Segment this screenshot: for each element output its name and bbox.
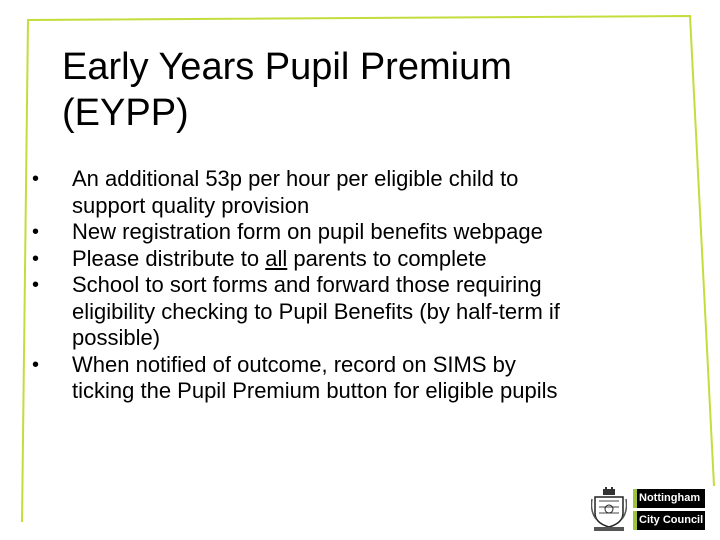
logo-accent — [633, 511, 637, 530]
bullet-icon: • — [32, 247, 40, 270]
nottingham-city-council-logo — [591, 487, 711, 532]
bullet-text: support quality provision — [72, 192, 310, 218]
slide-title — [62, 44, 662, 136]
council-wordmark — [633, 489, 705, 530]
bullet-text: An additional 53p per hour per eligible child to — [72, 166, 519, 191]
bullet-item-rate — [32, 166, 682, 219]
bullet-text: Please distribute to — [72, 245, 266, 271]
bullet-text: eligibility checking to Pupil Benefits (by half-term if — [72, 298, 560, 324]
bullet-text: School to sort forms and forward those requiring — [72, 272, 542, 297]
bullet-text: New registration form on pupil benefits webpage — [72, 219, 543, 244]
title-line-2: (EYPP) — [62, 92, 189, 134]
bullet-text: possible) — [72, 325, 161, 350]
bullet-icon: • — [32, 353, 40, 376]
title-line-1: Early Years Pupil Premium — [62, 46, 512, 88]
bullet-item-distribute — [32, 246, 682, 273]
bullet-text: When notified of outcome, record on SIMS by — [72, 351, 516, 377]
city-crest-icon — [591, 487, 627, 532]
bullet-item-sort-forms — [32, 272, 682, 352]
wordmark-line-2: City Council — [633, 511, 705, 530]
bullet-icon: • — [32, 168, 40, 190]
bullet-list — [32, 166, 682, 405]
bullet-emphasis: all — [265, 245, 288, 271]
bullet-icon: • — [32, 221, 40, 243]
bullet-item-registration-form — [32, 219, 682, 246]
bullet-item-record-sims — [32, 352, 682, 405]
bullet-text: ticking the Pupil Premium button for eligible pupils — [72, 378, 558, 403]
wordmark-line-1: Nottingham — [633, 489, 705, 508]
bullet-text: parents to complete — [287, 245, 487, 271]
logo-accent — [633, 489, 637, 508]
bullet-icon: • — [32, 274, 40, 296]
